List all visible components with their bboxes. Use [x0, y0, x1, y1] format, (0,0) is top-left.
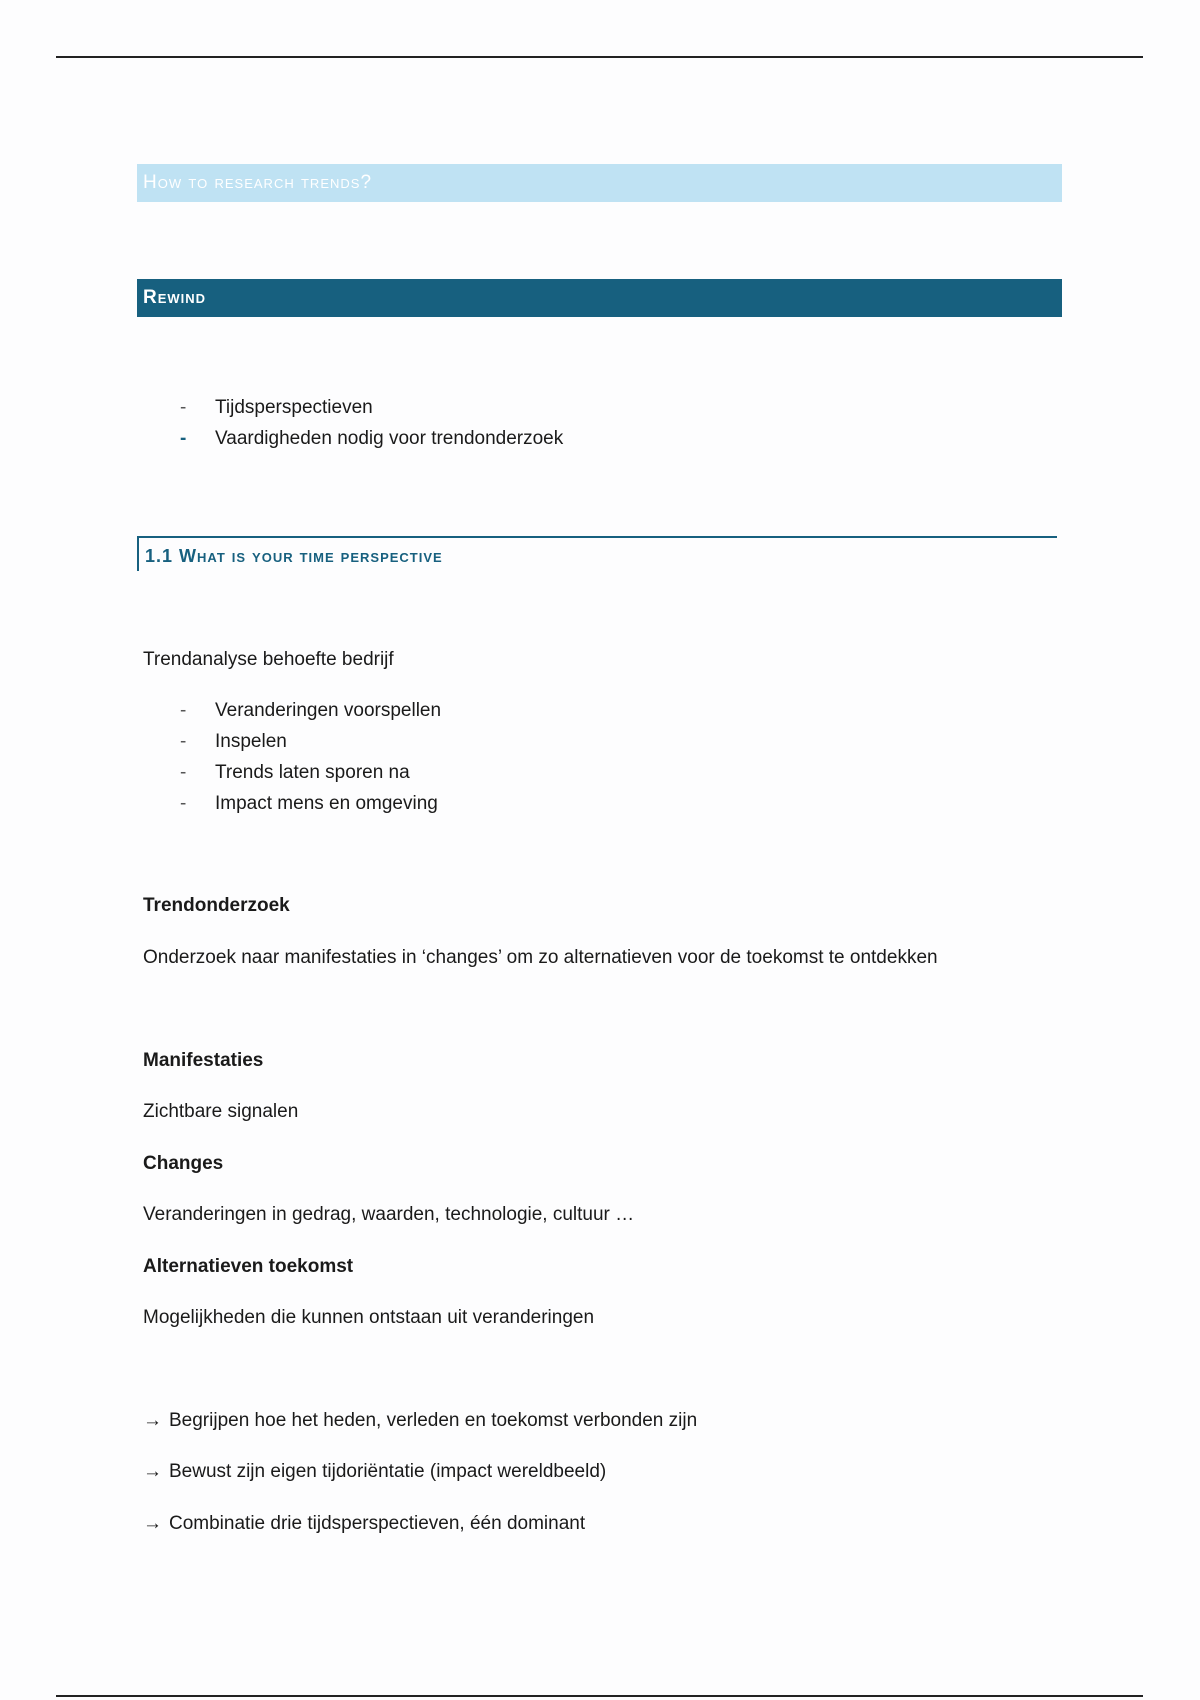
intro-text: Trendanalyse behoefte bedrijf — [143, 649, 394, 670]
dash-bullet: - — [180, 731, 187, 752]
trendonderzoek-title: Trendonderzoek — [143, 895, 290, 916]
alternatieven-title: Alternatieven toekomst — [143, 1256, 354, 1277]
changes-title: Changes — [143, 1153, 224, 1174]
dash-bullet: - — [180, 793, 187, 814]
conclusion-line: → Bewust zijn eigen tijdoriëntatie (impact wereldbeeld) — [143, 1459, 606, 1485]
trendonderzoek-text: Onderzoek naar manifestaties in ‘changes’ om zo alternatieven voor de toekomst te ontdekken — [143, 947, 938, 968]
page-title: How to research trends? — [143, 172, 373, 193]
dash-bullet: - — [180, 397, 187, 418]
alternatieven-text: Mogelijkheden die kunnen ontstaan uit veranderingen — [143, 1307, 595, 1328]
changes-text: Veranderingen in gedrag, waarden, technologie, cultuur … — [143, 1204, 635, 1225]
arrow-right-icon: → — [143, 1410, 162, 1431]
title-banner — [137, 164, 1062, 202]
footer-rule — [56, 1695, 1143, 1697]
header-rule — [56, 56, 1143, 58]
section-title-rewind: Rewind — [143, 287, 207, 308]
arrow-right-icon: → — [143, 1513, 162, 1534]
conclusion-line: → Combinatie drie tijdsperspectieven, één dominant — [143, 1511, 585, 1537]
dash-bullet: - — [180, 428, 187, 449]
manifestaties-title: Manifestaties — [143, 1050, 264, 1071]
section-heading-text: 1.1 What is your time perspective — [145, 546, 443, 566]
manifestaties-text: Zichtbare signalen — [143, 1101, 299, 1122]
arrow-right-icon: → — [143, 1461, 162, 1482]
section-heading-1-1 — [137, 536, 1057, 571]
conclusion-line: → Begrijpen hoe het heden, verleden en toekomst verbonden zijn — [143, 1408, 697, 1434]
dash-bullet: - — [180, 700, 187, 721]
section-banner-rewind — [137, 279, 1062, 317]
dash-bullet: - — [180, 762, 187, 783]
